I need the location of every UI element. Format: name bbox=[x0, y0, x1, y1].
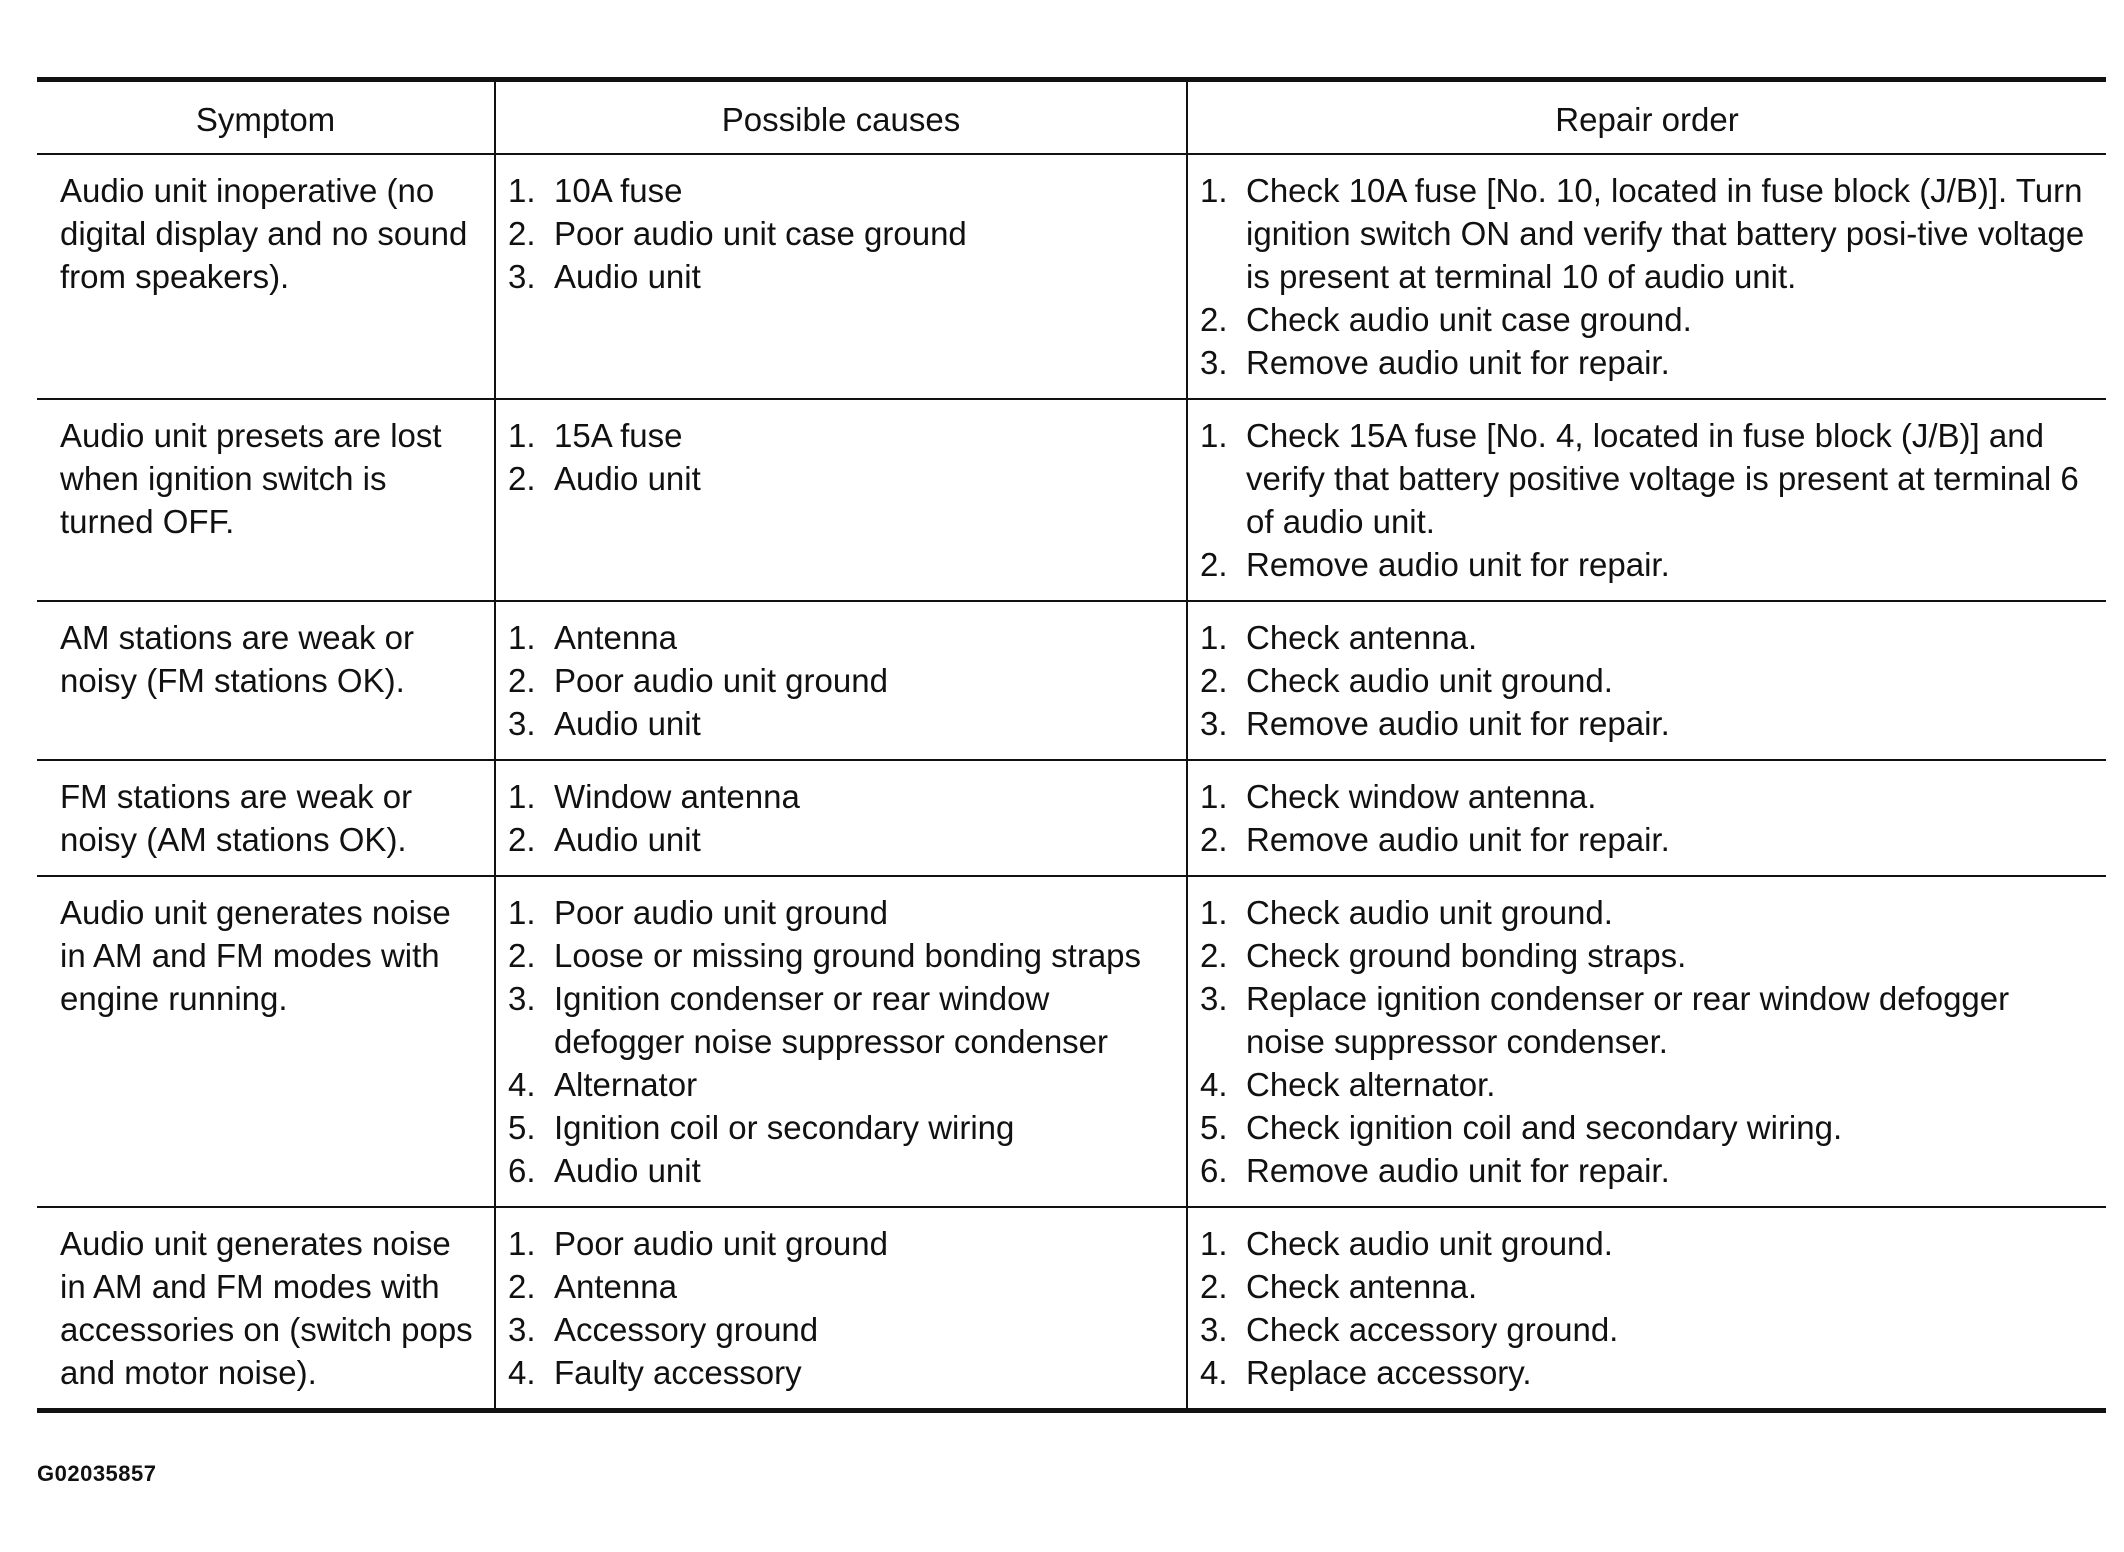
symptom-cell: Audio unit inoperative (no digital display and no sound from speakers). bbox=[37, 154, 495, 399]
possible-causes-cell bbox=[495, 399, 1187, 601]
table-body bbox=[37, 154, 2106, 1411]
repair-order-cell bbox=[1187, 601, 2106, 760]
table-row bbox=[37, 1207, 2106, 1411]
possible-causes-cell-list bbox=[508, 414, 1176, 500]
repair-order-cell bbox=[1187, 399, 2106, 601]
item-text: Remove audio unit for repair. bbox=[1246, 344, 1670, 381]
repair-order-cell bbox=[1187, 1207, 2106, 1411]
repair-item bbox=[1200, 891, 2096, 934]
repair-order-cell-list bbox=[1200, 1222, 2096, 1394]
item-number: 1. bbox=[1200, 778, 1228, 815]
item-text: 15A fuse bbox=[554, 417, 683, 454]
cause-item bbox=[508, 1308, 1176, 1351]
cause-item bbox=[508, 1106, 1176, 1149]
table-row bbox=[37, 601, 2106, 760]
item-text: Remove audio unit for repair. bbox=[1246, 546, 1670, 583]
item-text: Window antenna bbox=[554, 778, 800, 815]
symptom-cell: FM stations are weak or noisy (AM stations OK). bbox=[37, 760, 495, 876]
repair-order-cell-list bbox=[1200, 775, 2096, 861]
item-number: 4. bbox=[508, 1354, 536, 1391]
item-number: 2. bbox=[508, 215, 536, 252]
repair-item bbox=[1200, 1106, 2096, 1149]
item-text: Remove audio unit for repair. bbox=[1246, 1152, 1670, 1189]
repair-item bbox=[1200, 702, 2096, 745]
diagnosis-table bbox=[37, 77, 2106, 1413]
cause-item bbox=[508, 1222, 1176, 1265]
item-text: Poor audio unit ground bbox=[554, 662, 888, 699]
item-number: 2. bbox=[508, 1268, 536, 1305]
repair-order-cell bbox=[1187, 876, 2106, 1207]
repair-item bbox=[1200, 1351, 2096, 1394]
item-number: 2. bbox=[508, 662, 536, 699]
item-number: 1. bbox=[1200, 619, 1228, 656]
item-text: Check audio unit ground. bbox=[1246, 662, 1613, 699]
possible-causes-cell bbox=[495, 1207, 1187, 1411]
repair-order-cell-list bbox=[1200, 891, 2096, 1192]
possible-causes-cell-list bbox=[508, 1222, 1176, 1394]
item-number: 2. bbox=[1200, 301, 1228, 338]
item-number: 1. bbox=[1200, 417, 1228, 454]
possible-causes-cell bbox=[495, 601, 1187, 760]
possible-causes-cell bbox=[495, 760, 1187, 876]
item-text: Accessory ground bbox=[554, 1311, 819, 1348]
item-text: Remove audio unit for repair. bbox=[1246, 705, 1670, 742]
item-number: 2. bbox=[1200, 546, 1228, 583]
repair-item bbox=[1200, 414, 2096, 543]
item-text: Check antenna. bbox=[1246, 619, 1478, 656]
item-text: 10A fuse bbox=[554, 172, 683, 209]
item-text: Check window antenna. bbox=[1246, 778, 1597, 815]
table-row bbox=[37, 154, 2106, 399]
symptom-cell: Audio unit generates noise in AM and FM modes with accessories on (switch pops and motor noise). bbox=[37, 1207, 495, 1411]
item-text: Check ignition coil and secondary wiring. bbox=[1246, 1109, 1843, 1146]
cause-item bbox=[508, 1149, 1176, 1192]
item-text: Replace ignition condenser or rear window defogger noise suppressor condenser. bbox=[1246, 980, 2010, 1060]
item-text: Check ground bonding straps. bbox=[1246, 937, 1687, 974]
item-text: Antenna bbox=[554, 619, 677, 656]
item-text: Alternator bbox=[554, 1066, 698, 1103]
possible-causes-cell-list bbox=[508, 775, 1176, 861]
header-possible-causes: Possible causes bbox=[495, 80, 1187, 155]
cause-item bbox=[508, 702, 1176, 745]
item-number: 4. bbox=[1200, 1066, 1228, 1103]
repair-item bbox=[1200, 1265, 2096, 1308]
cause-item bbox=[508, 818, 1176, 861]
item-text: Loose or missing ground bonding straps bbox=[554, 937, 1142, 974]
item-number: 2. bbox=[1200, 1268, 1228, 1305]
item-number: 3. bbox=[508, 705, 536, 742]
cause-item bbox=[508, 616, 1176, 659]
item-number: 3. bbox=[1200, 1311, 1228, 1348]
item-number: 5. bbox=[1200, 1109, 1228, 1146]
cause-item bbox=[508, 1063, 1176, 1106]
item-number: 1. bbox=[508, 778, 536, 815]
item-text: Antenna bbox=[554, 1268, 677, 1305]
item-number: 1. bbox=[508, 172, 536, 209]
item-number: 6. bbox=[1200, 1152, 1228, 1189]
item-text: Check alternator. bbox=[1246, 1066, 1496, 1103]
cause-item bbox=[508, 457, 1176, 500]
item-text: Check audio unit ground. bbox=[1246, 894, 1613, 931]
cause-item bbox=[508, 775, 1176, 818]
item-text: Audio unit bbox=[554, 460, 701, 497]
possible-causes-cell-list bbox=[508, 616, 1176, 745]
cause-item bbox=[508, 977, 1176, 1063]
item-number: 3. bbox=[508, 1311, 536, 1348]
table-row bbox=[37, 876, 2106, 1207]
repair-item bbox=[1200, 616, 2096, 659]
item-number: 2. bbox=[1200, 821, 1228, 858]
item-text: Poor audio unit ground bbox=[554, 1225, 888, 1262]
table-row bbox=[37, 760, 2106, 876]
item-number: 3. bbox=[508, 258, 536, 295]
item-text: Replace accessory. bbox=[1246, 1354, 1532, 1391]
item-number: 3. bbox=[1200, 705, 1228, 742]
item-text: Check 15A fuse [No. 4, located in fuse block (J/B)] and verify that battery positive voltage is present at terminal 6 of audio unit. bbox=[1246, 417, 2079, 540]
possible-causes-cell bbox=[495, 154, 1187, 399]
cause-item bbox=[508, 1351, 1176, 1394]
item-text: Audio unit bbox=[554, 821, 701, 858]
item-number: 1. bbox=[1200, 1225, 1228, 1262]
repair-item bbox=[1200, 341, 2096, 384]
item-number: 1. bbox=[508, 1225, 536, 1262]
item-text: Ignition coil or secondary wiring bbox=[554, 1109, 1015, 1146]
repair-item bbox=[1200, 934, 2096, 977]
repair-item bbox=[1200, 1308, 2096, 1351]
item-number: 3. bbox=[1200, 344, 1228, 381]
repair-order-cell-list bbox=[1200, 616, 2096, 745]
repair-order-cell bbox=[1187, 760, 2106, 876]
item-text: Audio unit bbox=[554, 258, 701, 295]
repair-item bbox=[1200, 1063, 2096, 1106]
item-text: Poor audio unit ground bbox=[554, 894, 888, 931]
repair-item bbox=[1200, 1222, 2096, 1265]
item-number: 2. bbox=[508, 937, 536, 974]
cause-item bbox=[508, 891, 1176, 934]
item-number: 1. bbox=[1200, 894, 1228, 931]
header-symptom: Symptom bbox=[37, 80, 495, 155]
item-text: Check audio unit case ground. bbox=[1246, 301, 1692, 338]
symptom-cell: Audio unit presets are lost when ignition switch is turned OFF. bbox=[37, 399, 495, 601]
item-number: 2. bbox=[1200, 937, 1228, 974]
repair-item bbox=[1200, 543, 2096, 586]
item-number: 4. bbox=[1200, 1354, 1228, 1391]
repair-order-cell-list bbox=[1200, 169, 2096, 384]
cause-item bbox=[508, 659, 1176, 702]
item-number: 1. bbox=[508, 619, 536, 656]
cause-item bbox=[508, 1265, 1176, 1308]
item-text: Remove audio unit for repair. bbox=[1246, 821, 1670, 858]
item-number: 2. bbox=[508, 821, 536, 858]
cause-item bbox=[508, 414, 1176, 457]
repair-item bbox=[1200, 298, 2096, 341]
item-text: Check audio unit ground. bbox=[1246, 1225, 1613, 1262]
item-text: Faulty accessory bbox=[554, 1354, 802, 1391]
item-number: 6. bbox=[508, 1152, 536, 1189]
repair-item bbox=[1200, 169, 2096, 298]
item-number: 1. bbox=[508, 894, 536, 931]
symptom-cell: AM stations are weak or noisy (FM stations OK). bbox=[37, 601, 495, 760]
item-text: Check accessory ground. bbox=[1246, 1311, 1619, 1348]
item-text: Ignition condenser or rear window defogger noise suppressor condenser bbox=[554, 980, 1109, 1060]
table-row bbox=[37, 399, 2106, 601]
cause-item bbox=[508, 255, 1176, 298]
item-number: 3. bbox=[1200, 980, 1228, 1017]
repair-item bbox=[1200, 1149, 2096, 1192]
cause-item bbox=[508, 169, 1176, 212]
repair-item bbox=[1200, 818, 2096, 861]
item-number: 2. bbox=[1200, 662, 1228, 699]
item-text: Audio unit bbox=[554, 1152, 701, 1189]
cause-item bbox=[508, 212, 1176, 255]
item-number: 1. bbox=[508, 417, 536, 454]
repair-item bbox=[1200, 659, 2096, 702]
item-number: 5. bbox=[508, 1109, 536, 1146]
item-text: Poor audio unit case ground bbox=[554, 215, 967, 252]
item-text: Check antenna. bbox=[1246, 1268, 1478, 1305]
repair-order-cell bbox=[1187, 154, 2106, 399]
item-number: 3. bbox=[508, 980, 536, 1017]
item-text: Audio unit bbox=[554, 705, 701, 742]
item-text: Check 10A fuse [No. 10, located in fuse block (J/B)]. Turn ignition switch ON and verify that battery posi-tive voltage is present at terminal 10 of audio unit. bbox=[1246, 172, 2085, 295]
figure-id: G02035857 bbox=[37, 1461, 157, 1486]
repair-order-cell-list bbox=[1200, 414, 2096, 586]
header-repair-order: Repair order bbox=[1187, 80, 2106, 155]
item-number: 4. bbox=[508, 1066, 536, 1103]
repair-item bbox=[1200, 775, 2096, 818]
repair-item bbox=[1200, 977, 2096, 1063]
possible-causes-cell bbox=[495, 876, 1187, 1207]
cause-item bbox=[508, 934, 1176, 977]
item-number: 2. bbox=[508, 460, 536, 497]
header-row bbox=[37, 80, 2106, 155]
symptom-cell: Audio unit generates noise in AM and FM modes with engine running. bbox=[37, 876, 495, 1207]
possible-causes-cell-list bbox=[508, 891, 1176, 1192]
possible-causes-cell-list bbox=[508, 169, 1176, 298]
item-number: 1. bbox=[1200, 172, 1228, 209]
table-header bbox=[37, 80, 2106, 155]
